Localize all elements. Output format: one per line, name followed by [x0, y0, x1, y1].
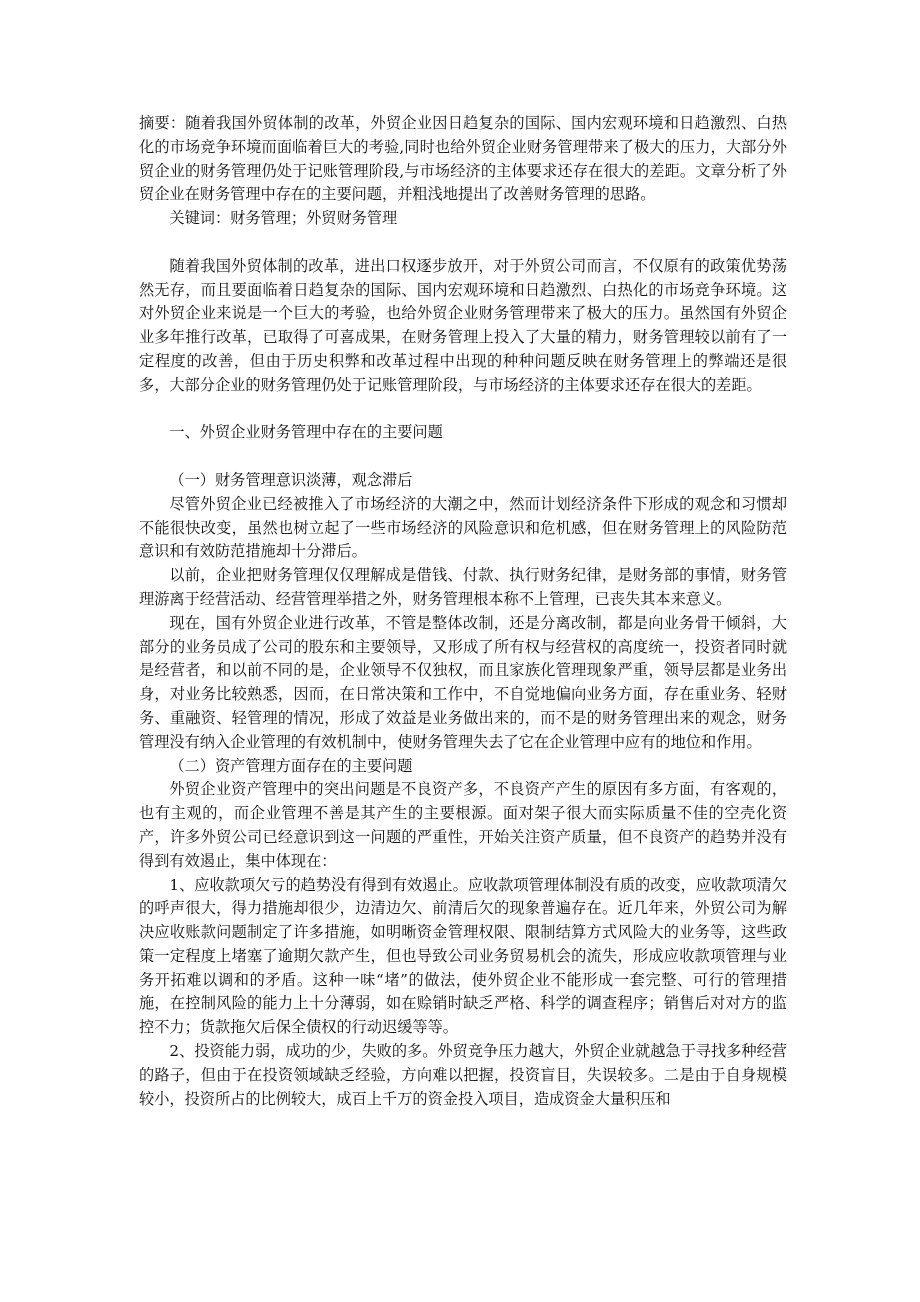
body-paragraph: 现在，国有外贸企业进行改革，不管是整体改制，还是分离改制，都是向业务骨干倾斜，大部分的业务员成了公司的股东和主要领导，又形成了所有权与经营权的高度统一，投资者同时就是经营者，和以前不同的是，企业领导不仅独权，而且家族化管理现象严重，领导层都是业务出身，对业务比较熟悉，因而，在日常决策和工作中，不自觉地偏向业务方面，存在重业务、轻财务、重融资、轻管理的情况，形成了效益是业务做出来的，而不是的财务管理出来的观念，财务管理没有纳入企业管理的有效机制中，使财务管理失去了它在企业管理中应有的地位和作用。: [139, 613, 787, 751]
body-paragraph: 尽管外贸企业已经被推入了市场经济的大潮之中，然而计划经济条件下形成的观念和习惯却不能很快改变，虽然也树立起了一些市场经济的风险意识和危机感，但在财务管理上的风险防范意识和有效防范措施却十分滞后。: [139, 494, 787, 561]
abstract-paragraph: 摘要：随着我国外贸体制的改革，外贸企业因日趋复杂的国际、国内宏观环境和日趋激烈、白热化的市场竞争环境而面临着巨大的考验,同时也给外贸企业财务管理带来了极大的压力，大部分外贸企业的财务管理仍处于记账管理阶段,与市场经济的主体要求还存在很大的差距。文章分析了外贸企业在财务管理中存在的主要问题，并粗浅地提出了改善财务管理的思路。: [139, 114, 787, 204]
subsection-heading-1: （一）财务管理意识淡薄，观念滞后: [169, 470, 413, 489]
list-item: 1、应收款项欠亏的趋势没有得到有效遏止。应收款项管理体制没有质的改变，应收款项清欠的呼声很大，得力措施却很少，边清边欠、前清后欠的现象普遍存在。近几年来，外贸公司为解决应收账款问题制定了许多措施，如明晰资金管理权限、限制结算方式风险大的业务等，这些政策一定程度上堵塞了逾期欠款产生，但也导致公司业务贸易机会的流失，形成应收款项管理与业务开拓难以调和的矛盾。这种一味“堵”的做法，使外贸企业不能形成一套完整、可行的管理措施，在控制风险的能力上十分薄弱，如在赊销时缺乏严格、科学的调查程序；销售后对对方的监控不力；货款拖欠后保全债权的行动迟缓等等。: [139, 875, 787, 1037]
subsection-heading-2: （二）资产管理方面存在的主要问题: [169, 756, 413, 775]
document-body: [139, 112, 787, 1111]
keywords-line: 关键词：财务管理；外贸财务管理: [169, 209, 398, 228]
list-item: 2、投资能力弱，成功的少，失败的多。外贸竞争压力越大，外贸企业就越急于寻找多种经营的路子，但由于在投资领域缺乏经验，方向难以把握，投资盲目，失误较多。二是由于自身规模较小，投资所占的比例较大，成百上千万的资金投入项目，造成资金大量积压和: [139, 1042, 787, 1108]
body-paragraph: 外贸企业资产管理中的突出问题是不良资产多，不良资产产生的原因有多方面，有客观的，也有主观的，而企业管理不善是其产生的主要根源。面对架子很大而实际质量不佳的空壳化资产，许多外贸公司已经意识到这一问题的严重性，开始关注资产质量，但不良资产的趋势并没有得到有效遏止，集中体现在：: [139, 780, 787, 870]
intro-paragraph: 随着我国外贸体制的改革，进出口权逐步放开，对于外贸公司而言，不仅原有的政策优势荡然无存，而且要面临着日趋复杂的国际、国内宏观环境和日趋激烈、白热化的市场竞争环境。这对外贸企业来说是一个巨大的考验，也给外贸企业财务管理带来了极大的压力。虽然国有外贸企业多年推行改革，已取得了可喜成果，在财务管理上投入了大量的精力，财务管理较以前有了一定程度的改善，但由于历史积弊和改革过程中出现的种种问题反映在财务管理上的弊端还是很多，大部分企业的财务管理仍处于记账管理阶段，与市场经济的主体要求还存在很大的差距。: [139, 256, 787, 394]
section-heading-1: 一、外贸企业财务管理中存在的主要问题: [169, 423, 443, 442]
body-paragraph: 以前，企业把财务管理仅仅理解成是借钱、付款、执行财务纪律，是财务部的事情，财务管理游离于经营活动、经营管理举措之外，财务管理根本称不上管理，已丧失其本来意义。: [139, 566, 787, 608]
